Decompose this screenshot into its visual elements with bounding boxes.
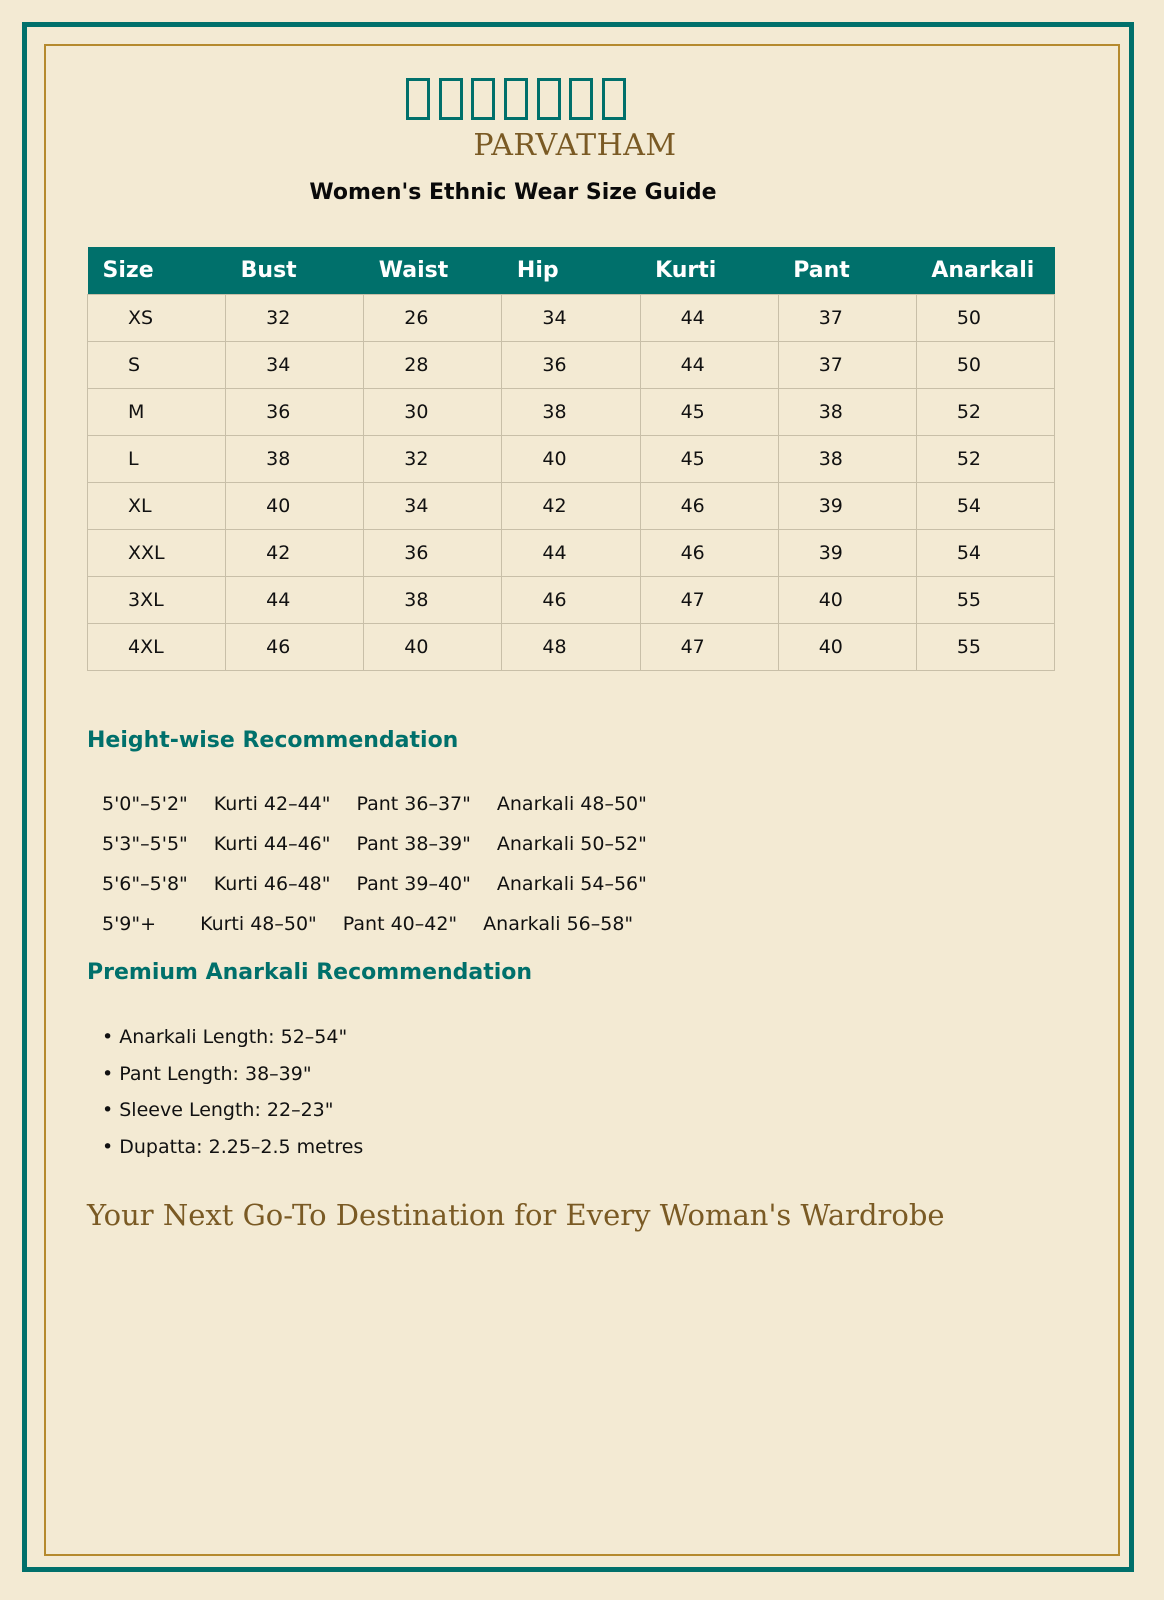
height-pant: Pant 39–40" — [356, 873, 471, 895]
table-row — [88, 388, 1055, 435]
table-cell: 39 — [778, 529, 916, 576]
table-header-row — [88, 247, 1055, 294]
brand-glyph — [569, 78, 593, 120]
table-cell: 47 — [640, 623, 778, 670]
table-cell: 37 — [778, 294, 916, 341]
table-cell: 3XL — [88, 576, 226, 623]
table-cell: 55 — [916, 576, 1054, 623]
height-height: 5'9"+ — [102, 913, 157, 935]
brand-glyph — [537, 78, 561, 120]
height-pant: Pant 38–39" — [356, 833, 471, 855]
list-item: • Pant Length: 38–39" — [102, 1062, 312, 1085]
table-cell: 37 — [778, 341, 916, 388]
table-cell: 40 — [778, 623, 916, 670]
table-cell: 44 — [640, 294, 778, 341]
height-height: 5'6"–5'8" — [102, 873, 188, 895]
height-kurti: Kurti 44–46" — [213, 833, 331, 855]
table-cell: XXL — [88, 529, 226, 576]
table-cell: 34 — [364, 482, 502, 529]
table-cell: M — [88, 388, 226, 435]
table-cell: L — [88, 435, 226, 482]
table-cell: XL — [88, 482, 226, 529]
table-row — [88, 529, 1055, 576]
brand-name-text: PARVATHAM — [473, 128, 677, 163]
table-row — [88, 294, 1055, 341]
table-cell: 28 — [364, 341, 502, 388]
table-cell: 32 — [226, 294, 364, 341]
table-cell: 45 — [640, 435, 778, 482]
table-cell: 38 — [778, 435, 916, 482]
table-cell: XS — [88, 294, 226, 341]
table-cell: 38 — [502, 388, 640, 435]
table-cell: 44 — [640, 341, 778, 388]
header-pant: Pant — [778, 247, 916, 294]
table-cell: 46 — [226, 623, 364, 670]
brand-glyph — [406, 78, 430, 120]
height-pant: Pant 36–37" — [356, 793, 471, 815]
header-hip: Hip — [502, 247, 640, 294]
list-item: • Sleeve Length: 22–23" — [102, 1099, 334, 1121]
table-cell: 54 — [916, 529, 1054, 576]
page-title: Women's Ethnic Wear Size Guide — [309, 180, 717, 205]
table-cell: 30 — [364, 388, 502, 435]
table-cell: 55 — [916, 623, 1054, 670]
table-cell: 50 — [916, 341, 1054, 388]
header-bust: Bust — [226, 247, 364, 294]
table-cell: 38 — [778, 388, 916, 435]
height-anarkali: Anarkali 48–50" — [496, 793, 647, 815]
header-size: Size — [88, 247, 226, 294]
brand-name — [0, 128, 1076, 163]
height-height: 5'3"–5'5" — [102, 833, 188, 855]
table-cell: 34 — [502, 294, 640, 341]
table-cell: 40 — [502, 435, 640, 482]
height-anarkali: Anarkali 50–52" — [496, 833, 647, 855]
table-cell: 34 — [226, 341, 364, 388]
height-pant: Pant 40–42" — [342, 913, 458, 935]
table-cell: S — [88, 341, 226, 388]
brand-glyph — [439, 78, 463, 120]
table-cell: 32 — [364, 435, 502, 482]
table-row — [88, 435, 1055, 482]
table-cell: 36 — [226, 388, 364, 435]
table-cell: 40 — [778, 576, 916, 623]
table-cell: 40 — [364, 623, 502, 670]
height-kurti: Kurti 46–48" — [213, 873, 331, 895]
premium-recommendation-list — [102, 1026, 363, 1172]
table-cell: 39 — [778, 482, 916, 529]
table-cell: 44 — [226, 576, 364, 623]
table-cell: 46 — [502, 576, 640, 623]
table-cell: 52 — [916, 435, 1054, 482]
size-table-body — [88, 294, 1055, 670]
table-row — [88, 576, 1055, 623]
table-cell: 42 — [502, 482, 640, 529]
tagline: Your Next Go-To Destination for Every Woman's Wardrobe — [87, 1198, 945, 1232]
table-cell: 38 — [226, 435, 364, 482]
list-item — [102, 793, 673, 833]
height-section-heading: Height-wise Recommendation — [87, 728, 459, 753]
table-row — [88, 623, 1055, 670]
table-cell: 46 — [640, 529, 778, 576]
table-cell: 47 — [640, 576, 778, 623]
header-waist: Waist — [364, 247, 502, 294]
table-cell: 45 — [640, 388, 778, 435]
height-kurti: Kurti 42–44" — [213, 793, 331, 815]
header-kurti: Kurti — [640, 247, 778, 294]
list-item: • Anarkali Length: 52–54" — [102, 1026, 348, 1048]
table-cell: 26 — [364, 294, 502, 341]
brand-logo-script — [406, 70, 626, 128]
table-cell: 36 — [502, 341, 640, 388]
height-anarkali: Anarkali 56–58" — [483, 913, 634, 935]
size-table — [87, 247, 1055, 671]
brand-glyph — [602, 78, 626, 120]
table-cell: 50 — [916, 294, 1054, 341]
table-cell: 36 — [364, 529, 502, 576]
list-item — [102, 833, 673, 873]
list-item: • Dupatta: 2.25–2.5 metres — [102, 1135, 364, 1158]
table-cell: 40 — [226, 482, 364, 529]
table-row — [88, 341, 1055, 388]
height-kurti: Kurti 48–50" — [200, 913, 317, 935]
premium-section-heading: Premium Anarkali Recommendation — [87, 960, 533, 985]
table-cell: 42 — [226, 529, 364, 576]
height-height: 5'0"–5'2" — [102, 793, 188, 815]
brand-glyph — [471, 78, 495, 120]
header-anarkali: Anarkali — [916, 247, 1054, 294]
height-recommendation-list — [102, 793, 673, 953]
height-anarkali: Anarkali 54–56" — [496, 873, 647, 895]
list-item — [102, 913, 673, 953]
table-cell: 54 — [916, 482, 1054, 529]
table-cell: 52 — [916, 388, 1054, 435]
table-cell: 48 — [502, 623, 640, 670]
table-cell: 4XL — [88, 623, 226, 670]
table-row — [88, 482, 1055, 529]
table-cell: 44 — [502, 529, 640, 576]
table-cell: 38 — [364, 576, 502, 623]
table-cell: 46 — [640, 482, 778, 529]
brand-glyph — [504, 78, 528, 120]
list-item — [102, 873, 673, 913]
